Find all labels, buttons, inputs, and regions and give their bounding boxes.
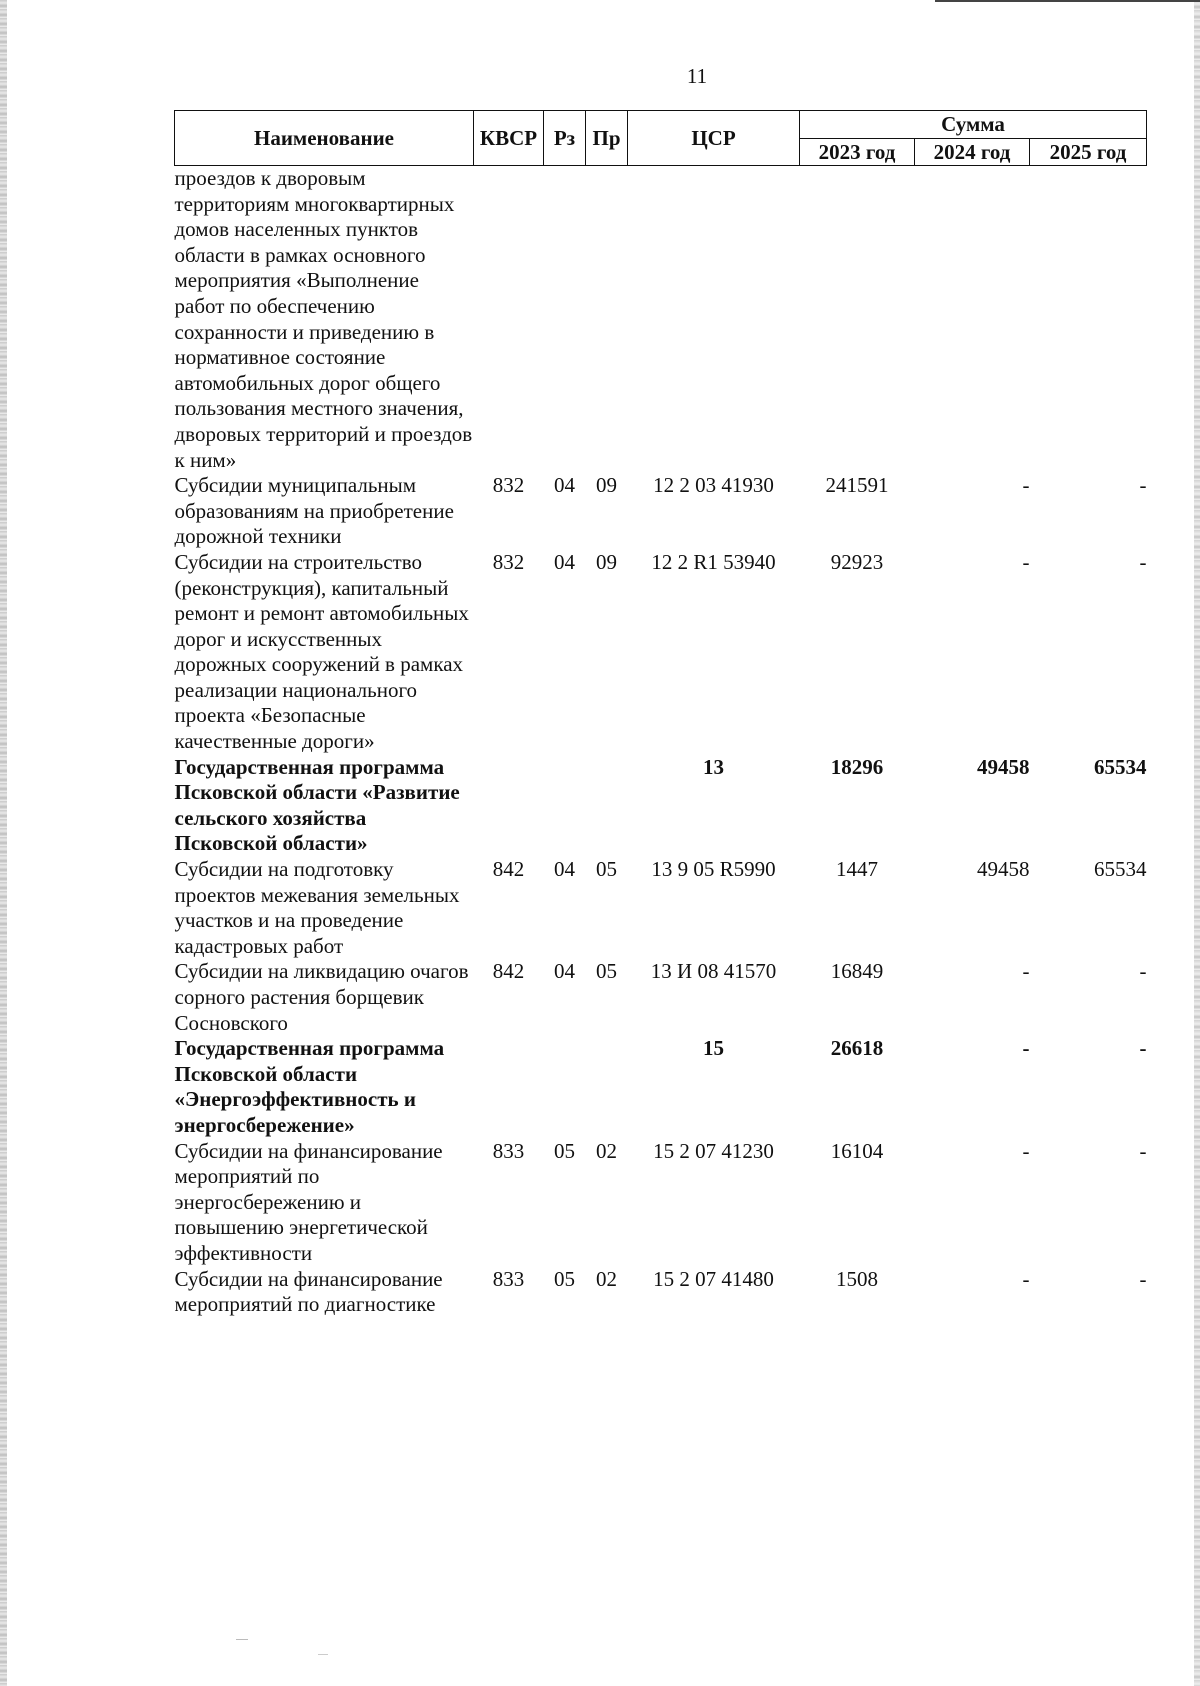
table-row	[175, 1267, 1147, 1318]
cell-rz	[544, 755, 586, 857]
cell-pr: 02	[596, 1138, 617, 1163]
cell-name: Субсидии на строительство (реконструкция), капитальный ремонт и ремонт автомобильных дорог и искусственных дорожных сооружений в рамках реализации национального проекта «Безопасные качественные дороги»	[174, 549, 469, 754]
table-row	[175, 959, 1147, 1036]
cell-kvsr: 832	[492, 549, 525, 574]
cell-2023: 1508	[836, 1266, 878, 1291]
cell-2025: 65534	[1094, 857, 1147, 882]
table-row	[175, 550, 1147, 755]
cell-2024: -	[1022, 1036, 1030, 1061]
header-year-2025: 2025 год	[1030, 138, 1147, 166]
table-row	[175, 755, 1147, 857]
cell-name: Субсидии на финансирование мероприятий по диагностике	[174, 1266, 443, 1317]
cell-2024: 49458	[977, 857, 1030, 882]
cell-pr	[586, 1036, 628, 1138]
cell-2023: 1447	[836, 857, 878, 882]
cell-2024: -	[1022, 959, 1030, 984]
cell-kvsr: 833	[492, 1138, 525, 1163]
cell-csr: 13 И 08 41570	[650, 959, 777, 984]
scan-edge-left	[0, 0, 7, 1686]
table-row	[175, 166, 1147, 474]
cell-kvsr	[474, 1036, 544, 1138]
budget-table	[174, 110, 1147, 1318]
cell-name: Субсидии муниципальным образованиям на приобретение дорожной техники	[174, 473, 454, 549]
scan-top-line	[935, 0, 1200, 2]
page-number: 11	[686, 64, 708, 88]
cell-2023: 16104	[830, 1138, 884, 1163]
cell-csr: 15 2 07 41480	[653, 1266, 774, 1291]
header-kvsr: КВСР	[474, 111, 544, 166]
cell-kvsr: 833	[492, 1266, 525, 1291]
cell-csr: 12 2 R1 53940	[651, 549, 776, 574]
cell-csr: 12 2 03 41930	[653, 473, 774, 498]
cell-csr: 15	[703, 1036, 724, 1061]
cell-2023: 92923	[830, 549, 884, 574]
cell-2024	[915, 166, 1030, 474]
table-row	[175, 857, 1147, 959]
cell-pr: 09	[596, 473, 617, 498]
cell-pr: 02	[596, 1266, 617, 1291]
cell-2025: -	[1139, 959, 1147, 984]
cell-pr: 05	[596, 959, 617, 984]
cell-2024: -	[1022, 1266, 1030, 1291]
cell-rz: 05	[554, 1138, 575, 1163]
header-pr: Пр	[586, 111, 628, 166]
header-sum: Сумма	[800, 111, 1147, 139]
cell-csr: 13	[703, 754, 724, 779]
cell-name: Государственная программа Псковской области «Энергоэффективность и энергосбережение»	[174, 1036, 445, 1137]
cell-name: Субсидии на подготовку проектов межевания земельных участков и на проведение кадастровых работ	[174, 857, 460, 958]
scan-edge-right	[1194, 0, 1200, 1686]
table-row	[175, 473, 1147, 550]
cell-2023: 26618	[830, 1036, 884, 1061]
cell-kvsr	[474, 755, 544, 857]
cell-pr	[586, 755, 628, 857]
header-year-2024: 2024 год	[915, 138, 1030, 166]
cell-2024: -	[1022, 1138, 1030, 1163]
cell-2024: 49458	[977, 754, 1030, 779]
cell-rz: 04	[554, 549, 575, 574]
cell-2023: 16849	[830, 959, 884, 984]
cell-2025: -	[1139, 1266, 1147, 1291]
cell-2024: -	[1022, 473, 1030, 498]
cell-2025: -	[1139, 549, 1147, 574]
cell-csr: 15 2 07 41230	[653, 1138, 774, 1163]
cell-kvsr: 842	[492, 857, 525, 882]
cell-rz: 05	[554, 1266, 575, 1291]
header-csr: ЦСР	[628, 111, 800, 166]
cell-kvsr	[474, 166, 544, 474]
cell-rz: 04	[554, 959, 575, 984]
cell-2025: -	[1139, 473, 1147, 498]
cell-csr	[628, 166, 800, 474]
cell-pr: 09	[596, 549, 617, 574]
cell-name: Субсидии на ликвидацию очагов сорного растения борщевик Сосновского	[174, 959, 469, 1035]
cell-pr: 05	[596, 857, 617, 882]
cell-rz	[544, 166, 586, 474]
cell-2025: -	[1139, 1036, 1147, 1061]
cell-rz	[544, 1036, 586, 1138]
pencil-mark	[236, 1639, 248, 1640]
cell-kvsr: 832	[492, 473, 525, 498]
cell-pr	[586, 166, 628, 474]
cell-rz: 04	[554, 857, 575, 882]
table-body	[175, 166, 1147, 1318]
table-row	[175, 1139, 1147, 1267]
cell-2023: 18296	[830, 754, 884, 779]
cell-name: Государственная программа Псковской области «Развитие сельского хозяйства Псковской области»	[174, 754, 460, 856]
cell-rz: 04	[554, 473, 575, 498]
cell-name: Субсидии на финансирование мероприятий по энергосбережению и повышению энергетической эффективности	[174, 1138, 443, 1265]
cell-2023: 241591	[825, 473, 889, 498]
cell-2025: -	[1139, 1138, 1147, 1163]
cell-name: проездов к дворовым территориям многоквартирных домов населенных пунктов области в рамках основного мероприятия «Выполнение работ по обеспечению сохранности и приведению в нормативное состояние автомобильных дорог общего пользования местного значения, дворовых территорий и проездов к ним»	[174, 166, 473, 472]
header-year-2023: 2023 год	[800, 138, 915, 166]
header-name: Наименование	[175, 111, 474, 166]
pencil-mark	[318, 1654, 328, 1655]
cell-kvsr: 842	[492, 959, 525, 984]
table-header	[175, 111, 1147, 166]
cell-2025	[1030, 166, 1147, 474]
header-rz: Рз	[544, 111, 586, 166]
cell-2025: 65534	[1094, 754, 1147, 779]
cell-2024: -	[1022, 549, 1030, 574]
cell-2023	[800, 166, 915, 474]
table-row	[175, 1036, 1147, 1138]
cell-csr: 13 9 05 R5990	[651, 857, 776, 882]
